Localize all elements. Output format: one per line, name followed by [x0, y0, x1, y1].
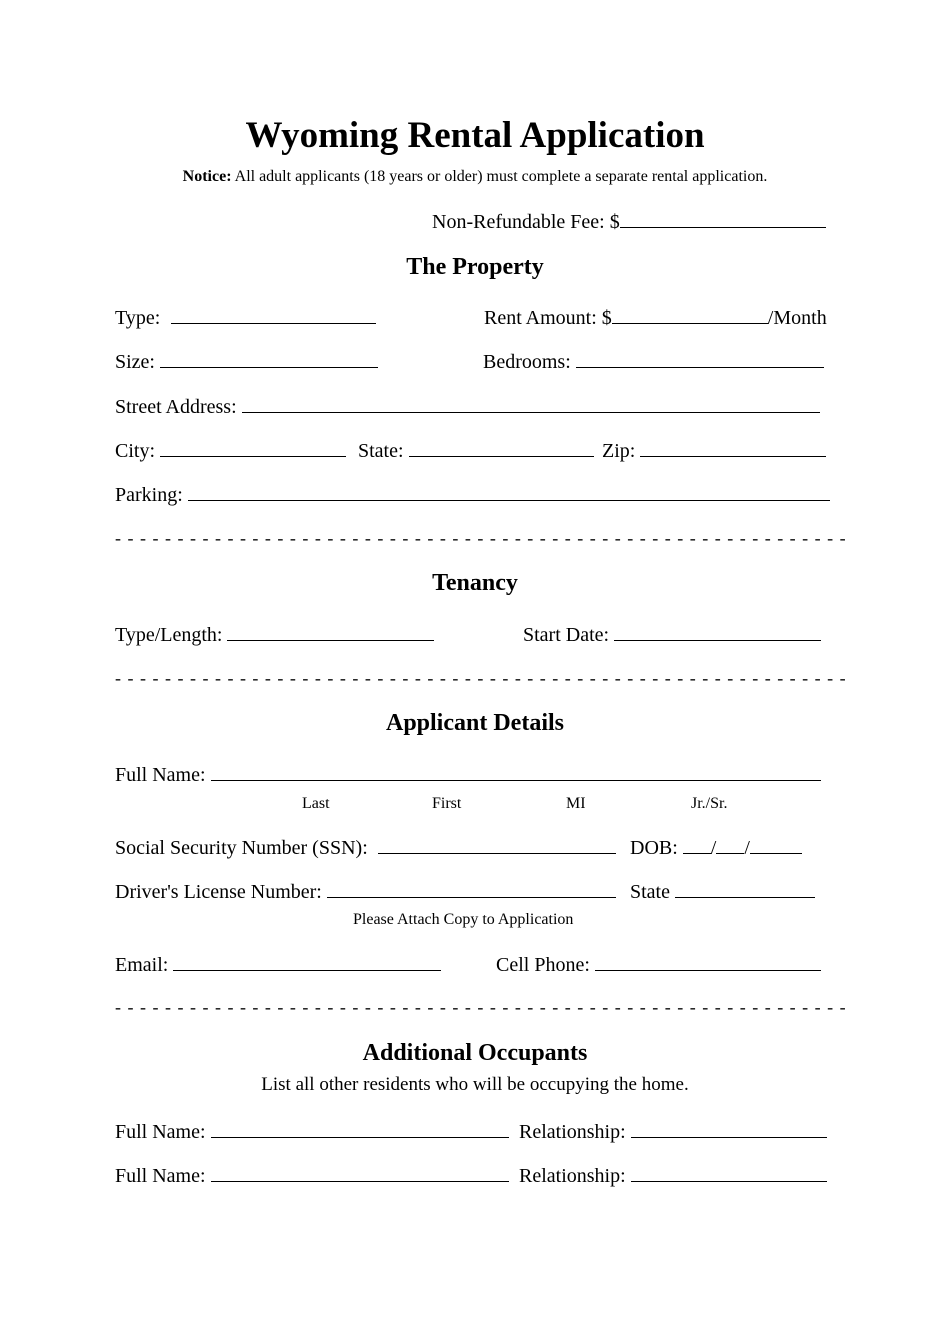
city-field[interactable] [115, 438, 346, 463]
ssn-input-line[interactable] [378, 835, 616, 854]
bedrooms-field[interactable] [483, 349, 824, 374]
city-input-line[interactable] [160, 438, 346, 457]
email-field[interactable] [115, 952, 441, 977]
cell-phone-label: Cell Phone: [496, 954, 590, 976]
fee-label: Non-Refundable Fee: $ [432, 211, 620, 233]
street-address-label: Street Address: [115, 396, 237, 418]
name-part-mi: MI [566, 795, 586, 812]
occupant-name-label: Full Name: [115, 1121, 206, 1143]
bedrooms-input-line[interactable] [576, 349, 824, 368]
occupant-relationship-field[interactable] [519, 1163, 827, 1188]
name-part-last: Last [302, 795, 330, 812]
rent-amount-input-line[interactable] [612, 305, 768, 324]
full-name-input-line[interactable] [211, 762, 821, 781]
ssn-label: Social Security Number (SSN): [115, 837, 368, 859]
state-label: State: [358, 440, 404, 462]
rent-amount-suffix: /Month [767, 307, 827, 329]
occupant-name-field[interactable] [115, 1163, 509, 1188]
occupants-subtitle: List all other residents who will be occupying the home. [261, 1074, 689, 1095]
occupant-name-label: Full Name: [115, 1165, 206, 1187]
notice [0, 168, 950, 186]
dob-separator: / [710, 837, 717, 859]
license-input-line[interactable] [327, 879, 616, 898]
bedrooms-label: Bedrooms: [483, 351, 571, 373]
start-date-input-line[interactable] [614, 622, 821, 641]
section-heading-property: The Property [406, 254, 544, 280]
cell-phone-input-line[interactable] [595, 952, 821, 971]
street-address-input-line[interactable] [242, 394, 820, 413]
zip-input-line[interactable] [640, 438, 826, 457]
dob-month-line[interactable] [683, 835, 711, 854]
fee-field[interactable] [432, 209, 826, 234]
type-length-field[interactable] [115, 622, 434, 647]
page-title: Wyoming Rental Application [245, 115, 705, 156]
notice-label: Notice: [182, 168, 232, 185]
dob-year-line[interactable] [750, 835, 802, 854]
city-label: City: [115, 440, 156, 462]
state-field[interactable] [358, 438, 594, 463]
type-length-input-line[interactable] [227, 622, 434, 641]
occupant-relationship-label: Relationship: [519, 1165, 626, 1187]
email-input-line[interactable] [173, 952, 441, 971]
zip-field[interactable] [602, 438, 826, 463]
occupant-name-field[interactable] [115, 1119, 509, 1144]
parking-field[interactable] [115, 482, 830, 507]
start-date-field[interactable] [523, 622, 821, 647]
property-size-input-line[interactable] [160, 349, 378, 368]
occupant-relationship-input-line[interactable] [631, 1119, 827, 1138]
dob-separator: / [744, 837, 750, 859]
occupant-relationship-field[interactable] [519, 1119, 827, 1144]
start-date-label: Start Date: [523, 624, 610, 646]
name-part-first: First [432, 795, 462, 812]
property-size-label: Size: [115, 351, 155, 373]
occupant-relationship-label: Relationship: [519, 1121, 626, 1143]
property-type-label: Type: [115, 307, 161, 329]
section-heading-applicant: Applicant Details [385, 710, 564, 736]
full-name-label: Full Name: [115, 764, 206, 786]
license-label: Driver's License Number: [115, 881, 322, 903]
rent-amount-field[interactable] [484, 305, 827, 330]
street-address-field[interactable] [115, 394, 820, 419]
rent-amount-label: Rent Amount: $ [484, 307, 612, 329]
property-size-field[interactable] [115, 349, 378, 374]
dob-field[interactable] [630, 835, 802, 860]
full-name-field[interactable] [115, 762, 821, 787]
occupant-name-input-line[interactable] [211, 1119, 509, 1138]
email-label: Email: [115, 954, 169, 976]
license-state-label: State [630, 881, 670, 903]
license-state-field[interactable] [630, 879, 815, 904]
section-divider: - - - - - - - - - - - - - - - - - - - - - - - - - - - - - - - - - - - - - - - - - - - - - - - - - - - - - - - - - - - [115, 528, 847, 548]
dob-day-line[interactable] [716, 835, 744, 854]
cell-phone-field[interactable] [496, 952, 821, 977]
property-type-input-line[interactable] [171, 305, 376, 324]
section-heading-tenancy: Tenancy [432, 570, 518, 596]
ssn-field[interactable] [115, 835, 616, 860]
parking-input-line[interactable] [188, 482, 830, 501]
section-divider: - - - - - - - - - - - - - - - - - - - - - - - - - - - - - - - - - - - - - - - - - - - - - - - - - - - - - - - - - - - [115, 997, 847, 1017]
fee-input-line[interactable] [620, 209, 826, 228]
section-heading-occupants: Additional Occupants [362, 1040, 588, 1066]
name-part-suffix: Jr./Sr. [691, 795, 728, 812]
type-length-label: Type/Length: [115, 624, 223, 646]
license-state-input-line[interactable] [675, 879, 815, 898]
license-note: Please Attach Copy to Application [353, 911, 574, 928]
occupant-relationship-input-line[interactable] [631, 1163, 827, 1182]
notice-text: All adult applicants (18 years or older) must complete a separate rental application. [231, 168, 768, 185]
parking-label: Parking: [115, 484, 183, 506]
license-field[interactable] [115, 879, 616, 904]
dob-label: DOB: [630, 837, 678, 859]
occupant-name-input-line[interactable] [211, 1163, 509, 1182]
zip-label: Zip: [602, 440, 636, 462]
property-type-field[interactable] [115, 305, 376, 330]
section-divider: - - - - - - - - - - - - - - - - - - - - - - - - - - - - - - - - - - - - - - - - - - - - - - - - - - - - - - - - - - - [115, 668, 847, 688]
state-input-line[interactable] [409, 438, 594, 457]
